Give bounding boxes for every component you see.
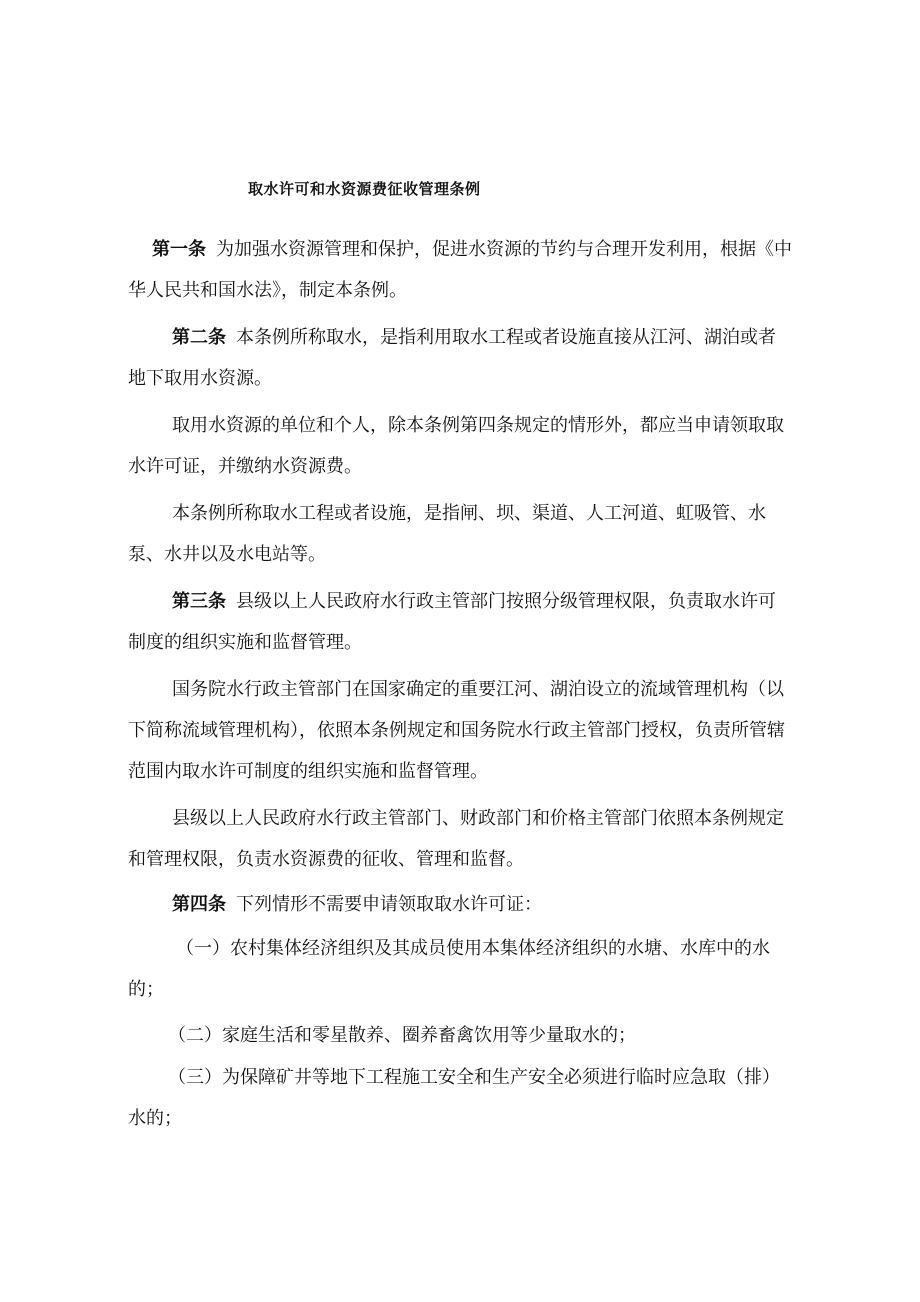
article-label: 第一条 xyxy=(152,239,206,260)
paragraph-text: 县级以上人民政府水行政主管部门、财政部门和价格主管部门依照本条例规定和管理权限，负责水资源费的征收、管理和监督。 xyxy=(128,808,784,870)
document-title: 取水许可和水资源费征收管理条例 xyxy=(248,180,481,198)
paragraph-text: 本条例所称取水工程或者设施，是指闸、坝、渠道、人工河道、虹吸管、水泵、水井以及水电站等。 xyxy=(128,503,766,565)
list-item xyxy=(128,928,792,1010)
paragraph xyxy=(128,798,792,880)
paragraph-text: 本条例所称取水，是指利用取水工程或者设施直接从江河、湖泊或者地下取用水资源。 xyxy=(128,327,776,389)
paragraph xyxy=(128,229,792,311)
paragraph xyxy=(128,493,792,575)
paragraph-text: （一）农村集体经济组织及其成员使用本集体经济组织的水塘、水库中的水的； xyxy=(128,938,770,1000)
list-item xyxy=(128,1015,792,1056)
article-label: 第二条 xyxy=(172,327,226,348)
paragraph xyxy=(128,669,792,792)
paragraph-text: 下列情形不需要申请领取取水许可证： xyxy=(236,894,542,915)
paragraph xyxy=(128,405,792,487)
article-label: 第三条 xyxy=(172,591,226,612)
paragraph xyxy=(128,317,792,399)
paragraph xyxy=(128,884,792,925)
article-label: 第四条 xyxy=(172,894,226,915)
paragraph-text: （二）家庭生活和零星散养、圈养畜禽饮用等少量取水的； xyxy=(168,1025,636,1046)
paragraph-text: 取用水资源的单位和个人，除本条例第四条规定的情形外，都应当申请领取取水许可证，并缴纳水资源费。 xyxy=(128,415,784,477)
paragraph-text: （三）为保障矿井等地下工程施工安全和生产安全必须进行临时应急取（排） 水的； xyxy=(128,1067,780,1129)
paragraph xyxy=(128,581,792,663)
list-item xyxy=(128,1057,792,1139)
paragraph-text: 为加强水资源管理和保护，促进水资源的节约与合理开发利用，根据《中华人民共和国水法》，制定本条例。 xyxy=(128,239,792,301)
paragraph-text: 县级以上人民政府水行政主管部门按照分级管理权限，负责取水许可制度的组织实施和监督管理。 xyxy=(128,591,776,653)
paragraph-text: 国务院水行政主管部门在国家确定的重要江河、湖泊设立的流域管理机构（以下简称流域管理机构），依照本条例规定和国务院水行政主管部门授权，负责所管辖范围内取水许可制度的组织实施和监督管理。 xyxy=(128,679,785,782)
